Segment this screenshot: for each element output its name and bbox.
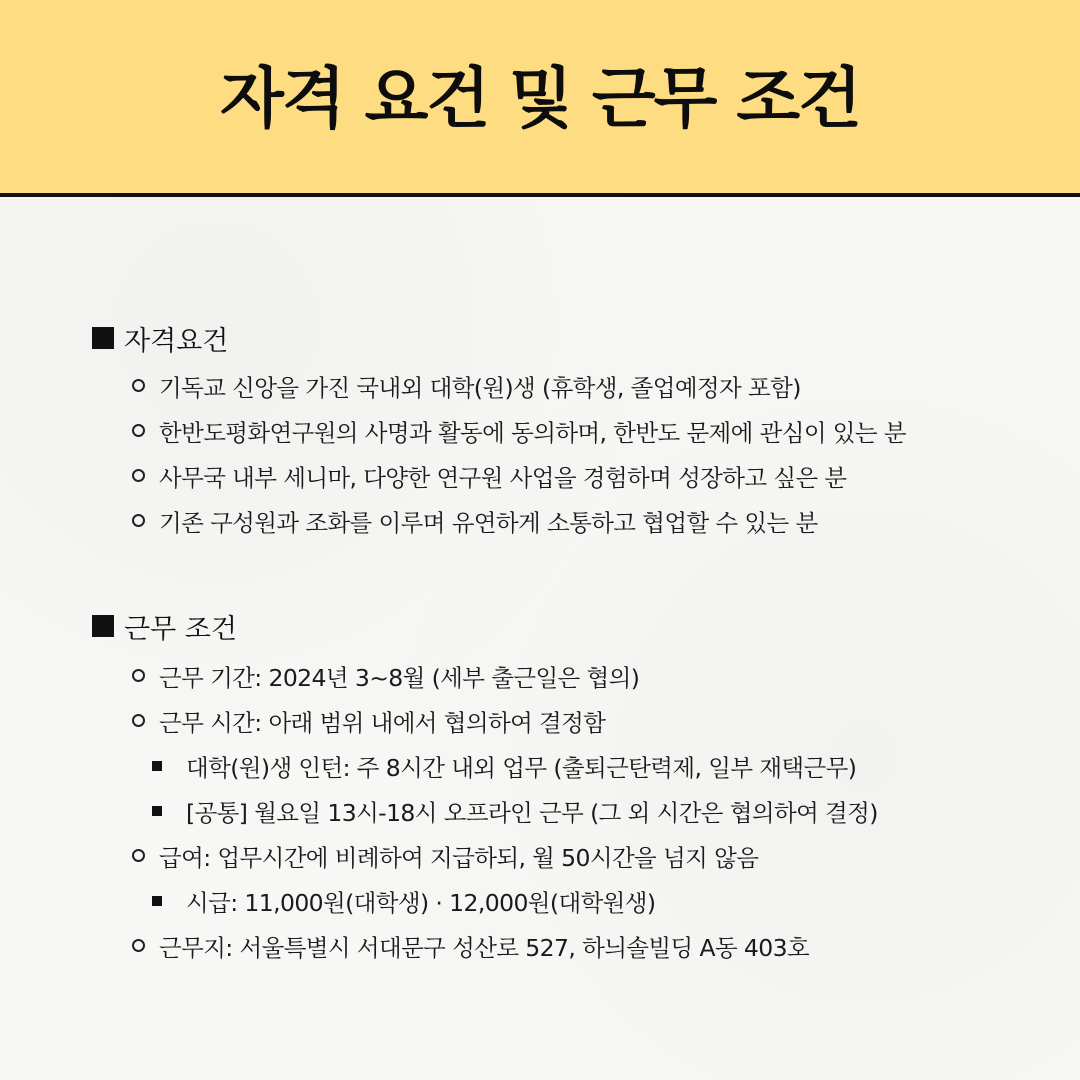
- qualifications-heading: [92, 318, 906, 358]
- list-item-text: 급여: 업무시간에 비례하여 지급하되, 월 50시간을 넘지 않음: [159, 843, 759, 872]
- sub-list-item-text: [공통] 월요일 13시-18시 오프라인 근무 (그 외 시간은 협의하여 결정): [186, 798, 878, 827]
- list-item: [92, 408, 906, 453]
- list-item-pay: [92, 833, 878, 878]
- square-bullet-icon: [92, 327, 114, 349]
- list-item-text: 기존 구성원과 조화를 이루며 유연하게 소통하고 협업할 수 있는 분: [159, 508, 818, 537]
- list-item-hours: [92, 698, 878, 743]
- list-item-text: 한반도평화연구원의 사명과 활동에 동의하며, 한반도 문제에 관심이 있는 분: [159, 418, 906, 447]
- circle-bullet-icon: [132, 424, 145, 437]
- list-item-text: 사무국 내부 세니마, 다양한 연구원 사업을 경험하며 성장하고 싶은 분: [159, 463, 847, 492]
- conditions-section: [92, 606, 878, 968]
- sub-list-item-text: 시급: 11,000원(대학생) · 12,000원(대학원생): [186, 888, 656, 917]
- list-item-location: [92, 923, 878, 968]
- square-bullet-icon: [92, 615, 114, 637]
- page-title: 자격 요건 및 근무 조건: [220, 60, 860, 137]
- circle-bullet-icon: [132, 469, 145, 482]
- list-item-text: 기독교 신앙을 가진 국내외 대학(원)생 (휴학생, 졸업예정자 포함): [159, 373, 801, 402]
- small-square-bullet-icon: [152, 896, 162, 906]
- circle-bullet-icon: [132, 849, 145, 862]
- qualifications-section: [92, 318, 906, 543]
- circle-bullet-icon: [132, 669, 145, 682]
- list-item-period: [92, 653, 878, 698]
- small-square-bullet-icon: [152, 761, 162, 771]
- circle-bullet-icon: [132, 714, 145, 727]
- header-banner: [0, 0, 1080, 197]
- small-square-bullet-icon: [152, 806, 162, 816]
- sub-list-item-text: 대학(원)생 인턴: 주 8시간 내외 업무 (출퇴근탄력제, 일부 재택근무): [186, 753, 857, 782]
- conditions-heading: [92, 606, 878, 646]
- sub-list-item: [92, 743, 878, 788]
- list-item: [92, 498, 906, 543]
- list-item-text: 근무 기간: 2024년 3~8월 (세부 출근일은 협의): [159, 663, 640, 692]
- qualifications-list: [92, 363, 906, 543]
- qualifications-heading-text: 자격요건: [124, 325, 229, 357]
- list-item-text: 근무 시간: 아래 범위 내에서 협의하여 결정함: [159, 708, 606, 737]
- circle-bullet-icon: [132, 379, 145, 392]
- sub-list-item: [92, 878, 878, 923]
- list-item-text: 근무지: 서울특별시 서대문구 성산로 527, 하늬솔빌딩 A동 403호: [159, 933, 810, 962]
- sub-list-item: [92, 788, 878, 833]
- circle-bullet-icon: [132, 514, 145, 527]
- conditions-heading-text: 근무 조건: [124, 613, 237, 645]
- list-item: [92, 453, 906, 498]
- conditions-list: [92, 653, 878, 968]
- circle-bullet-icon: [132, 939, 145, 952]
- list-item: [92, 363, 906, 408]
